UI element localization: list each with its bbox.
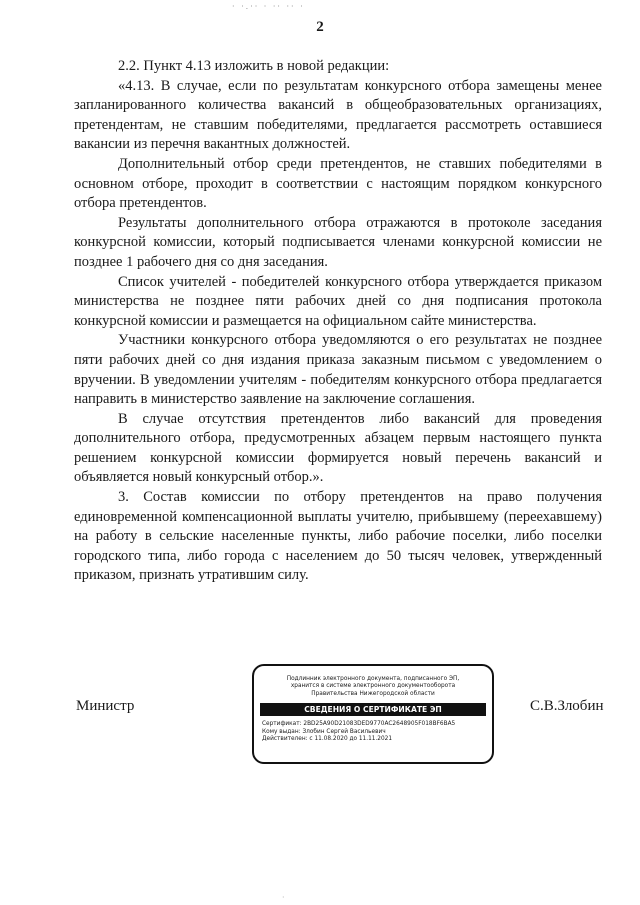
stamp-intro [254, 676, 492, 698]
paragraph-winners-list: Список учителей - победителей конкурсного отбора утверждается приказом министерства не позднее пяти рабочих дней со дня подписания протокола конкурсной комиссии и размещается на официальном сайте министерства. [74, 273, 602, 329]
signature-block [0, 660, 640, 770]
stamp-intro-line: хранится в системе электронного документооборота [290, 683, 456, 690]
stamp-header: СВЕДЕНИЯ О СЕРТИФИКАТЕ ЭП [260, 703, 486, 716]
paragraph-amendment-heading: 2.2. Пункт 4.13 изложить в новой редакции: [118, 58, 390, 74]
stamp-owner: Кому выдан: Злобин Сергей Васильевич [262, 728, 386, 735]
stamp-intro-line: Правительства Нижегородской области [311, 690, 435, 697]
paragraph-no-candidates: В случае отсутствия претендентов либо вакансий для проведения дополнительного отбора, предусмотренных абзацем первым настоящего пункта решением конкурсной комиссии формируется новый перечень вакансий и объявляется новый конкурсный отбор.». [74, 410, 602, 486]
scan-noise: · ·.·· · ·· ·· · [232, 2, 305, 11]
electronic-signature-stamp [252, 664, 494, 764]
paragraph-commission-repeal: 3. Состав комиссии по отбору претендентов на право получения единовременной компенсационной выплаты учителю, прибывшему (переехавшему) на работу в сельские населенные пункты, либо рабочие поселки, либо поселки городского типа, либо города с населением до 50 тысяч человек, утвержденный приказом, признать утратившим силу. [74, 489, 602, 584]
paragraph-notification: Участники конкурсного отбора уведомляются о его результатах не позднее пяти рабочих дней со дня издания приказа заказным письмом с уведомлением о вручении. В уведомлении учителям - победителям конкурсного отбора предлагается направить в министерство заявление на заключение соглашения. [74, 332, 602, 408]
page-number: 2 [316, 19, 324, 35]
document-body [74, 57, 602, 586]
stamp-intro-line: Подлинник электронного документа, подписанного ЭП, [286, 676, 460, 682]
stamp-certificate: Сертификат: 2BD25A90D21083DED9770AC2648905F018BF6BA5 [262, 721, 456, 728]
signer-name: С.В.Злобин [530, 698, 604, 714]
paragraph-selection-results: Результаты дополнительного отбора отражаются в протоколе заседания конкурсной комиссии, который подписывается членами конкурсной комиссии не позднее 1 рабочего дня со дня заседания. [74, 214, 602, 270]
paragraph-4-13: «4.13. В случае, если по результатам конкурсного отбора замещены менее запланированного количества вакансий в общеобразовательных организациях, претендентам, не ставшим победителями, предлагается рассмотреть оставшиеся вакансии из перечня вакантных должностей. [74, 77, 602, 153]
signer-position: Министр [76, 698, 135, 714]
stamp-validity: Действителен: с 11.08.2020 до 11.11.2021 [262, 736, 393, 743]
scan-mark: · [282, 893, 285, 902]
paragraph-additional-selection: Дополнительный отбор среди претендентов, не ставших победителями в основном отборе, проходит в соответствии с настоящим порядком конкурсного отбора претендентов. [74, 155, 602, 212]
